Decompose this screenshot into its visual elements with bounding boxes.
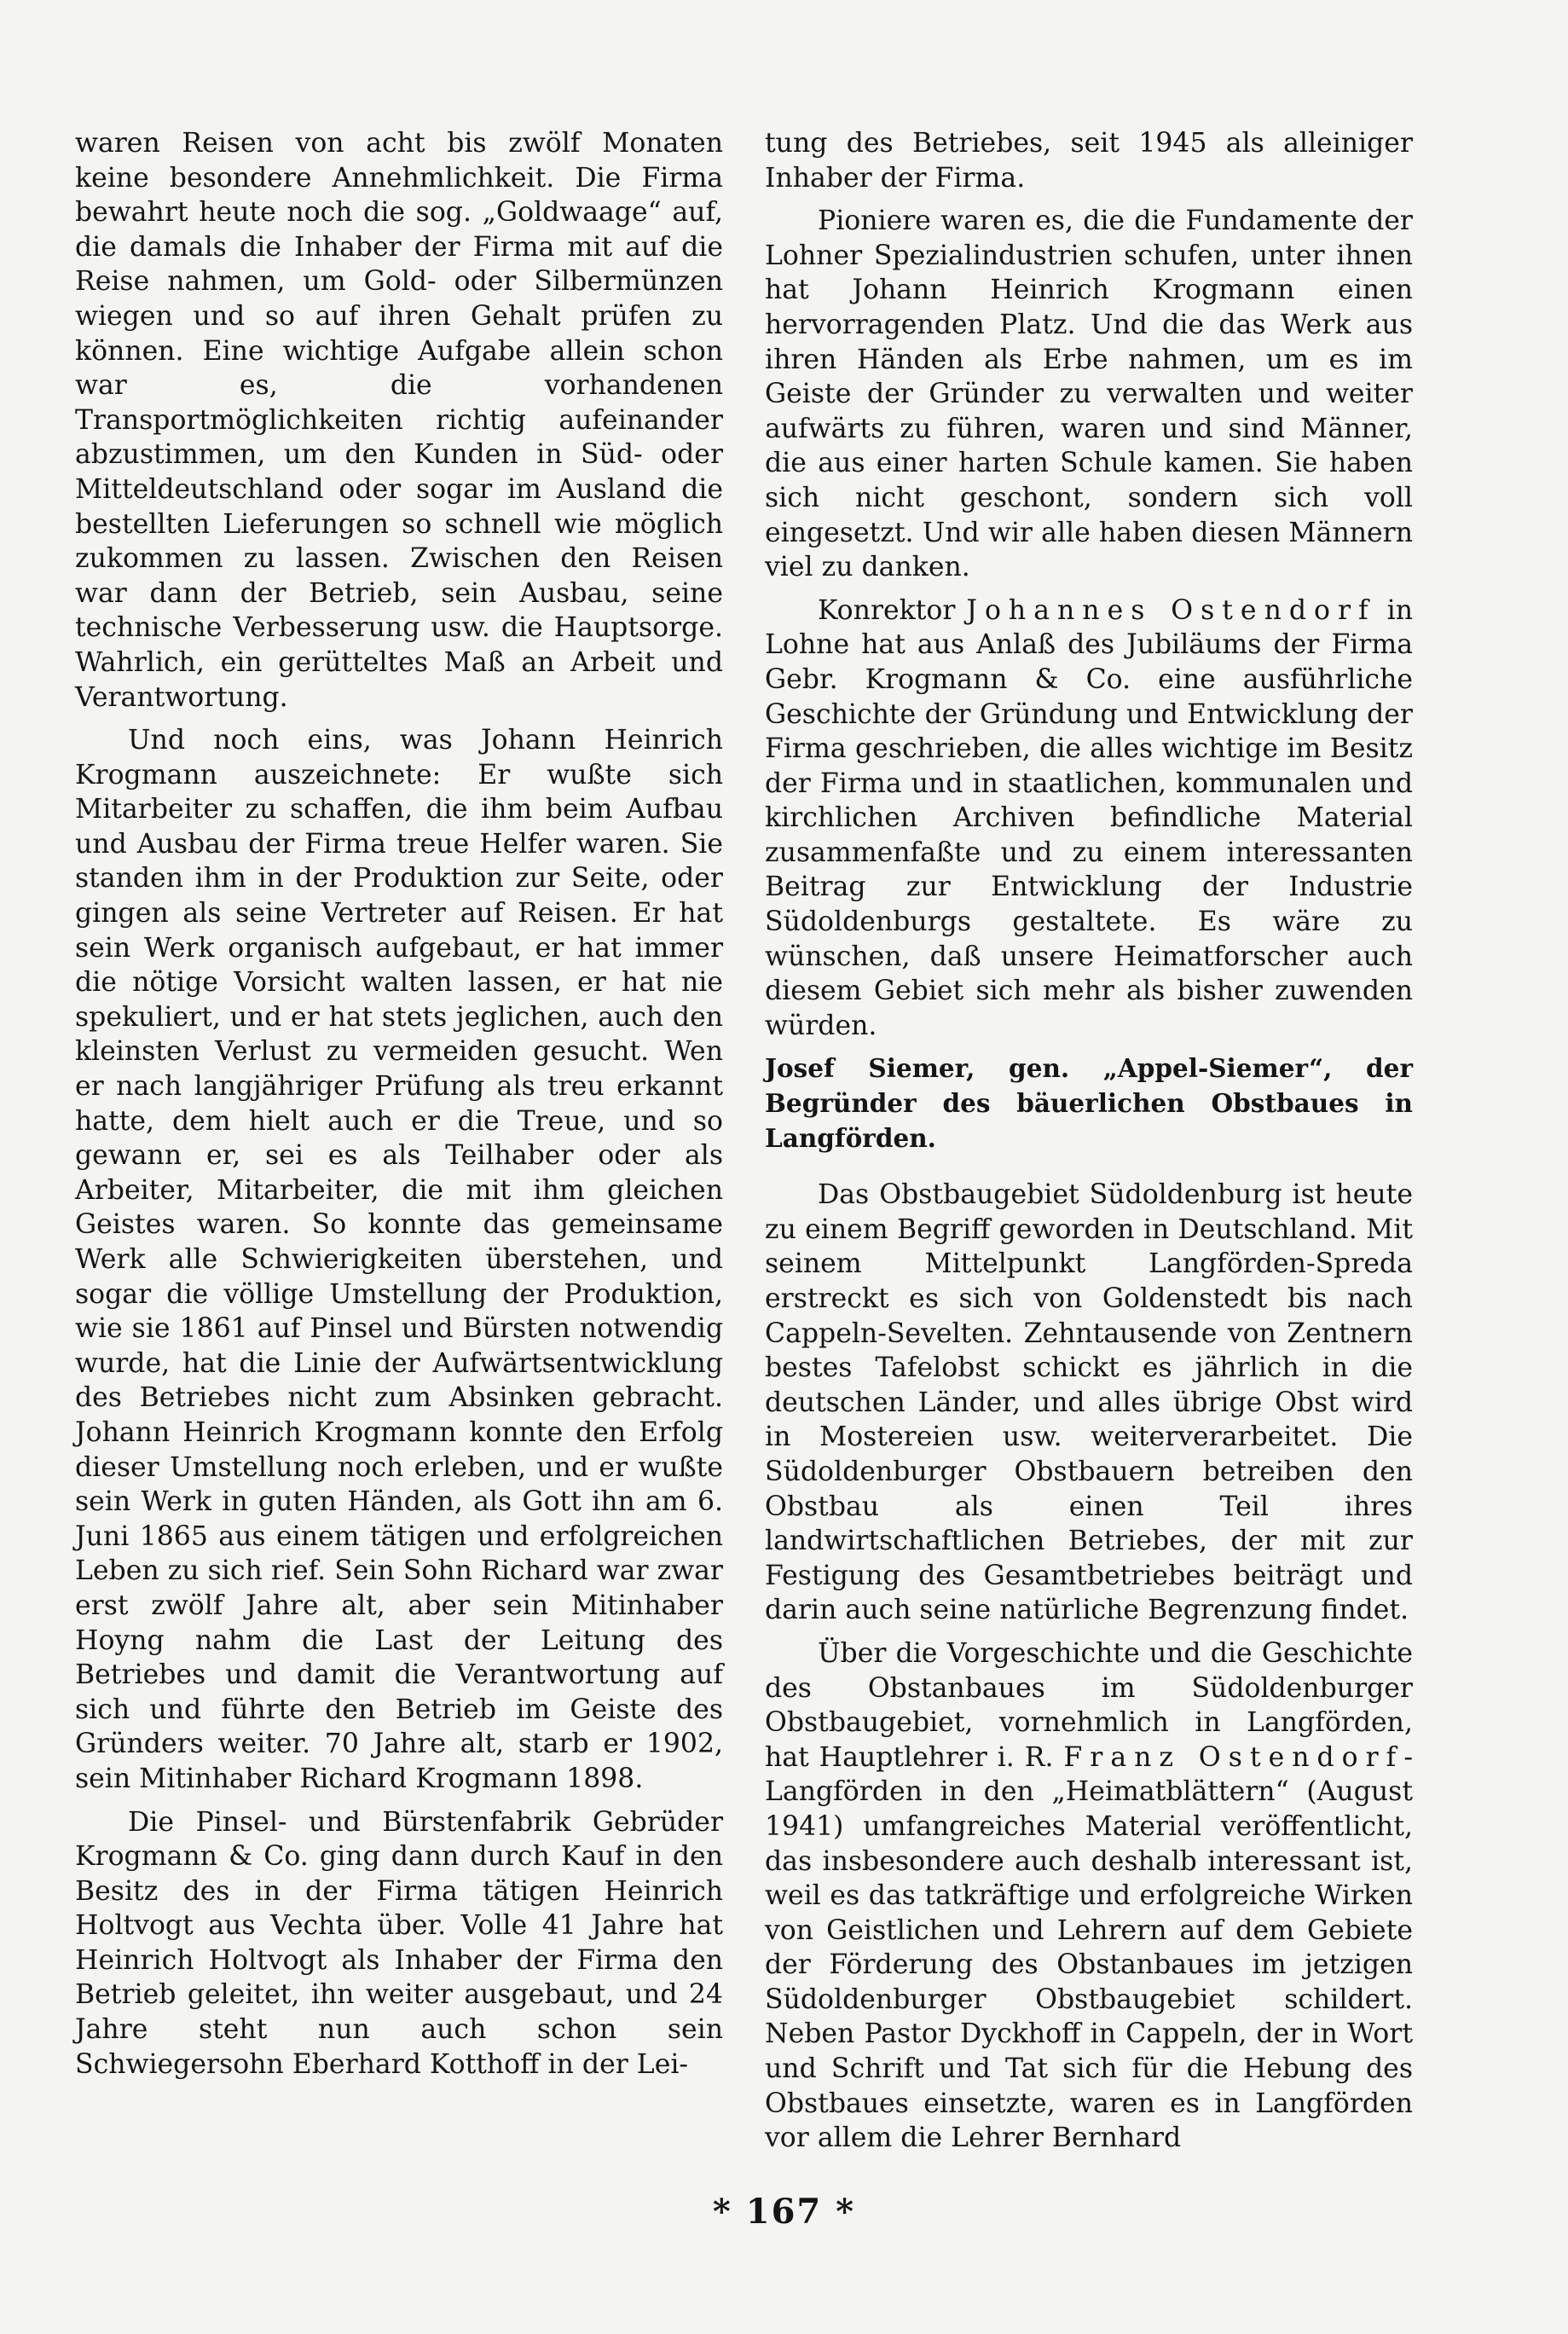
paragraph: Die Pinsel- und Bürstenfabrik Gebrüder Krogmann & Co. ging dann durch Kauf in den Besitz des in der Firma tätigen Heinrich Holtvogt aus Vechta über. Volle 41 Jahre hat Heinrich Holtvogt als Inhaber der Firma den Betrieb geleitet, ihn weiter ausgebaut, und 24 Jahre steht nun auch schon sein Schwiegersohn Eberhard Kotthoff in der Lei- bbox=[75, 1806, 723, 2080]
paragraph bbox=[765, 1636, 1413, 2156]
paragraph: Und noch eins, was Johann Heinrich Krogmann auszeichnete: Er wußte sich Mitarbeiter zu schaffen, die ihm beim Aufbau und Ausbau der Firma treue Helfer waren. Sie standen ihm in der Produktion zur Seite, oder gingen als seine Vertreter auf Reisen. Er hat sein Werk organisch aufgebaut, er hat immer die nötige Vorsicht walten lassen, er hat nie spekuliert, und er hat stets jeglichen, auch den kleinsten Verlust zu vermeiden gesucht. Wen er nach langjähriger Prüfung als treu erkannt hatte, dem hielt auch er die Treue, und so gewann er, sei es als Teilhaber oder als Arbeiter, Mitarbeiter, die mit ihm gleichen Geistes waren. So konnte das gemeinsame Werk alle Schwierigkeiten überstehen, und sogar die völlige Umstellung der Produktion, wie sie 1861 auf Pinsel und Bürsten notwendig wurde, hat die Linie der Aufwärtsentwicklung des Betriebes nicht zum Absinken gebracht. Johann Heinrich Krogmann konnte den Erfolg dieser Umstellung noch erleben, und er wußte sein Werk in guten Händen, als Gott ihn am 6. Juni 1865 aus einem tätigen und erfolgreichen Leben zu sich rief. Sein Sohn Richard war zwar erst zwölf Jahre alt, aber sein Mitinhaber Hoyng nahm die Last der Leitung des Betriebes und damit die Verantwortung auf sich und führte den Betrieb im Geiste des Gründers weiter. 70 Jahre alt, starb er 1902, sein Mitinhaber Richard Krogmann 1898. bbox=[75, 725, 723, 1794]
spaced-name: Johannes Ostendorf bbox=[966, 594, 1376, 626]
right-column bbox=[765, 126, 1413, 2164]
text-run: in Lohne hat aus Anlaß des Jubiläums der Firma Gebr. Krogmann & Co. eine ausführliche Geschichte der Gründung und Entwicklung der Firma geschrieben, die alles wichtige im Besitz der Firma und in staatlichen, kommunalen und kirchlichen Archiven befindliche Material zusammenfaßte und zu einem interessanten Beitrag zur Entwicklung der Industrie Südoldenburgs gestaltete. Es wäre zu wünschen, daß unsere Heimatforscher auch diesem Gebiet sich mehr als bisher zuwenden würden. bbox=[765, 594, 1413, 1041]
paragraph: Das Obstbaugebiet Südoldenburg ist heute zu einem Begriff geworden in Deutschland. Mit seinem Mittelpunkt Langförden-Spreda erstreckt es sich von Goldenstedt bis nach Cappeln-Sevelten. Zehntausende von Zentnern bestes Tafelobst schickt es jährlich in die deutschen Länder, und alles übrige Obst wird in Mostereien usw. weiterverarbeitet. Die Südoldenburger Obstbauern betreiben den Obstbau als einen Teil ihres landwirtschaftlichen Betriebes, der mit zur Festigung des Gesamtbetriebes beiträgt und darin auch seine natürliche Begrenzung findet. bbox=[765, 1179, 1413, 1626]
paragraph: tung des Betriebes, seit 1945 als alleiniger Inhaber der Firma. bbox=[765, 128, 1413, 194]
paragraph: waren Reisen von acht bis zwölf Monaten keine besondere Annehmlichkeit. Die Firma bewahrt heute noch die sog. „Goldwaage“ auf, die damals die Inhaber der Firma mit auf die Reise nahmen, um Gold- oder Silbermünzen wiegen und so auf ihren Gehalt prüfen zu können. Eine wichtige Aufgabe allein schon war es, die vorhandenen Transportmöglichkeiten richtig aufeinander abzustimmen, um den Kunden in Süd- oder Mitteldeutschland oder sogar im Ausland die bestellten Lieferungen so schnell wie möglich zukommen zu lassen. Zwischen den Reisen war dann der Betrieb, sein Ausbau, seine technische Verbesserung usw. die Hauptsorge. Wahrlich, ein gerütteltes Maß an Arbeit und Verantwortung. bbox=[75, 128, 723, 713]
text-run: Konrektor bbox=[818, 594, 967, 626]
text-run: -Langförden in den „Heimatblättern“ (August 1941) umfangreiches Material veröffentlicht, das insbesondere auch deshalb interessant ist, weil es das tatkräftige und erfolgreiche Wirken von Geistlichen und Lehrern auf dem Gebiete der Förderung des Obstanbaues im jetzigen Südoldenburger Obstbaugebiet schildert. Neben Pastor Dyckhoff in Cappeln, der in Wort und Schrift und Tat sich für die Hebung des Obstbaues einsetzte, waren es in Langförden vor allem die Lehrer Bernhard bbox=[765, 1741, 1413, 2154]
text-run: Über die Vorgeschichte und die Geschichte des Obstanbaues im Südoldenburger Obstbaugebiet, vornehmlich in Langförden, hat Hauptlehrer i. R. bbox=[765, 1637, 1413, 1773]
paragraph: Pioniere waren es, die die Fundamente der Lohner Spezialindustrien schufen, unter ihnen hat Johann Heinrich Krogmann einen hervorragenden Platz. Und die das Werk aus ihren Händen als Erbe nahmen, um es im Geiste der Gründer zu verwalten und weiter aufwärts zu führen, waren und sind Männer, die aus einer harten Schule kamen. Sie haben sich nicht geschont, sondern sich voll eingesetzt. Und wir alle haben diesen Männern viel zu danken. bbox=[765, 206, 1413, 583]
section-heading: Josef Siemer, gen. „Appel-Siemer“, der Begründer des bäuerlichen Obstbaues in Langförden. bbox=[765, 1053, 1413, 1153]
spaced-name: Franz Ostendorf bbox=[1063, 1741, 1404, 1773]
page-number: * 167 * bbox=[712, 2192, 856, 2232]
paragraph bbox=[765, 594, 1413, 1044]
left-column bbox=[75, 126, 723, 2090]
